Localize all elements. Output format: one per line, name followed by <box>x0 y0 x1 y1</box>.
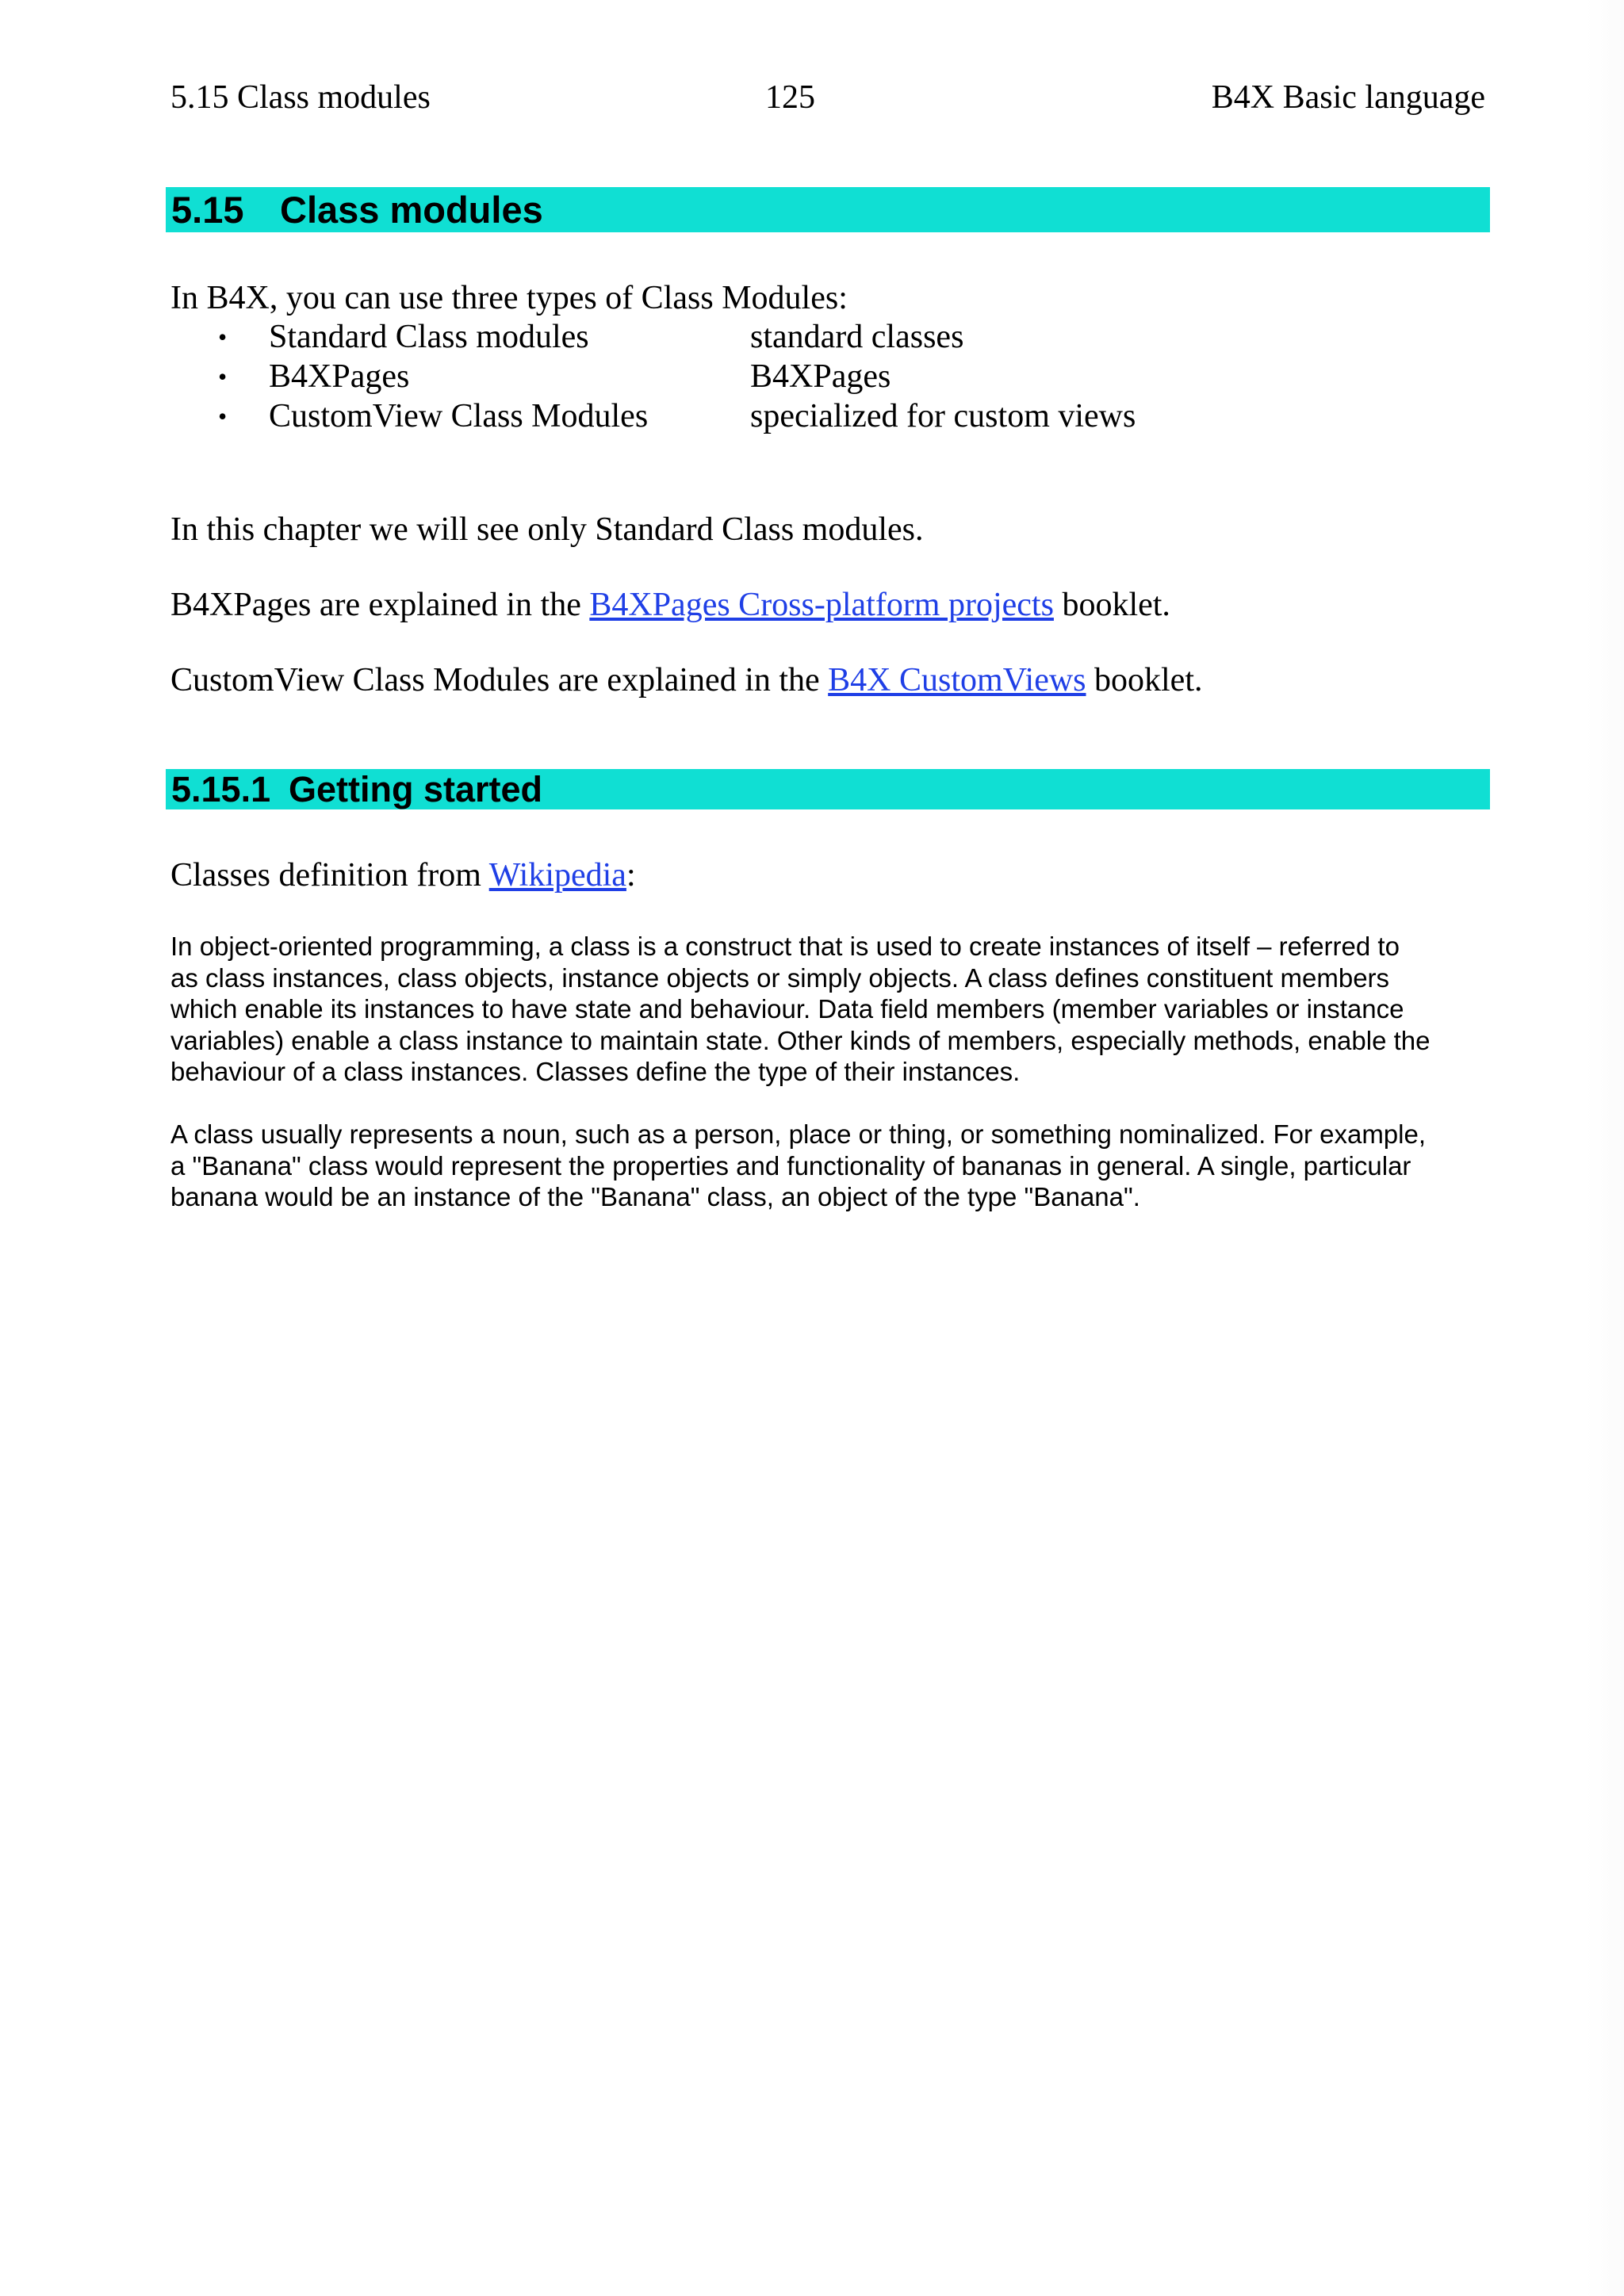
wikipedia-quote-paragraph-1 <box>170 931 1503 1088</box>
paragraph-line: a "Banana" class would represent the properties and functionality of bananas in general. A single, particular <box>170 1150 1411 1181</box>
running-header <box>170 78 1485 117</box>
class-type-description: B4XPages <box>750 358 891 395</box>
bullet-icon: • <box>218 323 228 351</box>
wikipedia-quote-paragraph-2 <box>170 1119 1503 1213</box>
subsection-title: Getting started <box>289 769 543 809</box>
paragraph-line: banana would be an instance of the "Banana" class, an object of the type "Banana". <box>170 1182 1140 1211</box>
customview-text-before: CustomView Class Modules are explained in the <box>170 662 829 698</box>
b4xpages-booklet-link[interactable]: B4XPages Cross-platform projects <box>589 587 1054 623</box>
header-section-title: 5.15 Class modules <box>170 79 431 116</box>
b4xpages-text-before: B4XPages are explained in the <box>170 587 590 623</box>
section-title: Class modules <box>280 189 543 231</box>
customview-paragraph <box>170 660 1203 700</box>
list-item <box>170 317 1360 357</box>
paragraph-line: behaviour of a class instances. Classes define the type of their instances. <box>170 1057 1021 1086</box>
class-types-list <box>170 317 1360 436</box>
wikipedia-link[interactable]: Wikipedia <box>488 857 626 894</box>
class-type-description: standard classes <box>750 319 964 355</box>
class-type-description: specialized for custom views <box>750 398 1136 434</box>
list-item <box>170 396 1360 436</box>
classes-def-before: Classes definition from <box>170 857 489 894</box>
subsection-heading <box>166 769 1490 809</box>
customview-text-after: booklet. <box>1086 662 1203 698</box>
customviews-booklet-link[interactable]: B4X CustomViews <box>828 662 1086 698</box>
section-heading <box>166 187 1490 232</box>
chapter-scope-paragraph: In this chapter we will see only Standard Class modules. <box>170 511 924 548</box>
paragraph-line: In object-oriented programming, a class is a construct that is used to create instances of itself – referred to <box>170 932 1400 961</box>
page-number: 125 <box>765 79 815 116</box>
section-number: 5.15 <box>171 189 244 231</box>
paragraph-line: which enable its instances to have state and behaviour. Data field members (member variables or instance <box>170 994 1404 1024</box>
bullet-icon: • <box>218 402 228 430</box>
paragraph-line: A class usually represents a noun, such as a person, place or thing, or something nominalized. For example, <box>170 1119 1427 1149</box>
bullet-icon: • <box>218 362 228 391</box>
class-type-name: Standard Class modules <box>269 319 589 355</box>
intro-paragraph: In B4X, you can use three types of Class Modules: <box>170 280 848 316</box>
b4xpages-text-after: booklet. <box>1053 587 1170 623</box>
header-book-title: B4X Basic language <box>1211 79 1485 116</box>
b4xpages-paragraph <box>170 585 1170 625</box>
subsection-number: 5.15.1 <box>171 769 271 809</box>
paragraph-line: variables) enable a class instance to maintain state. Other kinds of members, especially methods, enable the <box>170 1025 1431 1055</box>
class-type-name: B4XPages <box>269 358 410 395</box>
list-item <box>170 357 1360 396</box>
classes-definition-line <box>170 855 636 895</box>
class-type-name: CustomView Class Modules <box>269 398 649 434</box>
classes-def-after: : <box>626 857 636 894</box>
paragraph-line: as class instances, class objects, instance objects or simply objects. A class defines constituent members <box>170 962 1390 993</box>
page-edge-shade <box>1586 0 1624 2296</box>
